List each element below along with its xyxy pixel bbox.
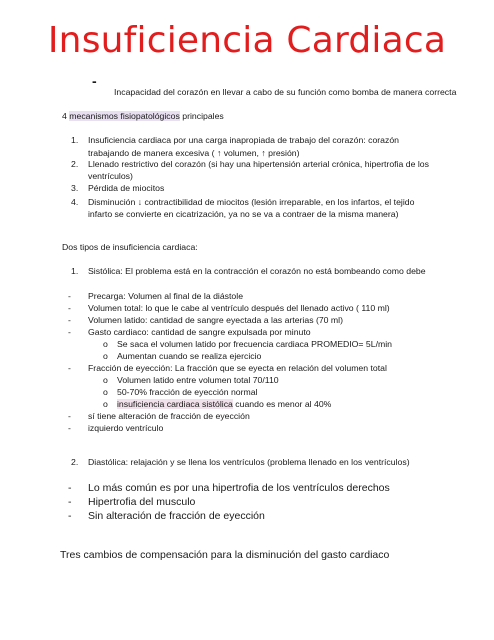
mechanism-number: 1. — [71, 135, 79, 145]
bullet-symbol: - — [68, 363, 71, 373]
bullet-symbol: - — [68, 315, 71, 325]
definition-bullet: - — [92, 73, 97, 89]
sub-bullet-symbol: o — [103, 387, 108, 397]
mechanism-line: trabajando de manera excesiva ( ↑ volumen, ↑ presión) — [88, 148, 300, 158]
sub-bullet-symbol: o — [103, 339, 108, 349]
definition-text: Incapacidad del corazón en llevar a cabo de su función como bomba de manera correcta — [114, 87, 457, 97]
mechanism-number: 2. — [71, 159, 79, 169]
bullet-text: Hipertrofia del musculo — [88, 496, 196, 508]
bullet-text: sí tiene alteración de fracción de eyección — [88, 411, 250, 421]
types-heading: Dos tipos de insuficiencia cardiaca: — [62, 242, 198, 252]
mechanism-number: 4. — [71, 197, 79, 207]
sub-bullet-symbol: o — [103, 375, 108, 385]
mechanism-line: Llenado restrictivo del corazón (si hay una hipertensión arterial crónica, hipertrofia de los — [88, 159, 429, 169]
mechanisms-highlight: mecanismos fisiopatológicos — [69, 111, 180, 121]
bullet-text: Precarga: Volumen al final de la diástole — [88, 291, 244, 301]
bullet-symbol: - — [68, 327, 71, 337]
sub-bullet-text: Se saca el volumen latido por frecuencia cardiaca PROMEDIO= 5L/min — [117, 339, 392, 349]
bullet-text: Fracción de eyección: La fracción que se eyecta en relación del volumen total — [88, 363, 387, 373]
bullet-symbol: - — [68, 482, 72, 494]
bullet-text: Sin alteración de fracción de eyección — [88, 510, 265, 522]
mechanisms-heading: 4 mecanismos fisiopatológicos principales — [62, 111, 224, 121]
systolic-number: 1. — [71, 266, 79, 276]
sub-bullet-text: insuficiencia cardiaca sistólica cuando es menor al 40% — [117, 399, 332, 409]
bullet-symbol: - — [68, 510, 72, 522]
bullet-symbol: - — [68, 423, 71, 433]
diastolic-number: 2. — [71, 457, 79, 467]
bullet-symbol: - — [68, 291, 71, 301]
mechanism-line: Pérdida de miocitos — [88, 183, 165, 193]
sub-bullet-symbol: o — [103, 351, 108, 361]
mechanism-line: infarto se convierte en cicatrización, ya no se va a contraer de la misma manera) — [88, 209, 399, 219]
mechanism-line: Insuficiencia cardiaca por una carga inapropiada de trabajo del corazón: corazón — [88, 135, 400, 145]
bullet-symbol: - — [68, 496, 72, 508]
closing-heading: Tres cambios de compensación para la disminución del gasto cardiaco — [60, 549, 390, 561]
mechanism-line: ventrículos) — [88, 171, 133, 181]
diastolic-text: Diastólica: relajación y se llena los ventrículos (problema llenado en los ventrículos) — [88, 457, 410, 467]
bullet-text: Lo más común es por una hipertrofia de los ventrículos derechos — [88, 482, 390, 494]
bullet-symbol: - — [68, 411, 71, 421]
mechanism-number: 3. — [71, 183, 79, 193]
bullet-text: izquierdo ventrículo — [88, 423, 164, 433]
sub-bullet-text: 50-70% fracción de eyección normal — [117, 387, 258, 397]
mechanism-line: Disminución ↓ contractibilidad de miocitos (lesión irreparable, en los infartos, el tejido — [88, 197, 415, 207]
sub-bullet-text: Aumentan cuando se realiza ejercicio — [117, 351, 262, 361]
systolic-text: Sistólica: El problema está en la contracción el corazón no está bombeando como debe — [88, 266, 426, 276]
bullet-text: Gasto cardiaco: cantidad de sangre expulsada por minuto — [88, 327, 311, 337]
sub-bullet-symbol: o — [103, 399, 108, 409]
bullet-text: Volumen latido: cantidad de sangre eyectada a las arterias (70 ml) — [88, 315, 343, 325]
sub-bullet-text: Volumen latido entre volumen total 70/110 — [117, 375, 279, 385]
bullet-symbol: - — [68, 303, 71, 313]
systolic-highlight: insuficiencia cardiaca sistólica — [117, 399, 233, 409]
bullet-text: Volumen total: lo que le cabe al ventrículo después del llenado activo ( 110 ml) — [88, 303, 390, 313]
page-title: Insuficiencia Cardiaca — [47, 20, 447, 61]
